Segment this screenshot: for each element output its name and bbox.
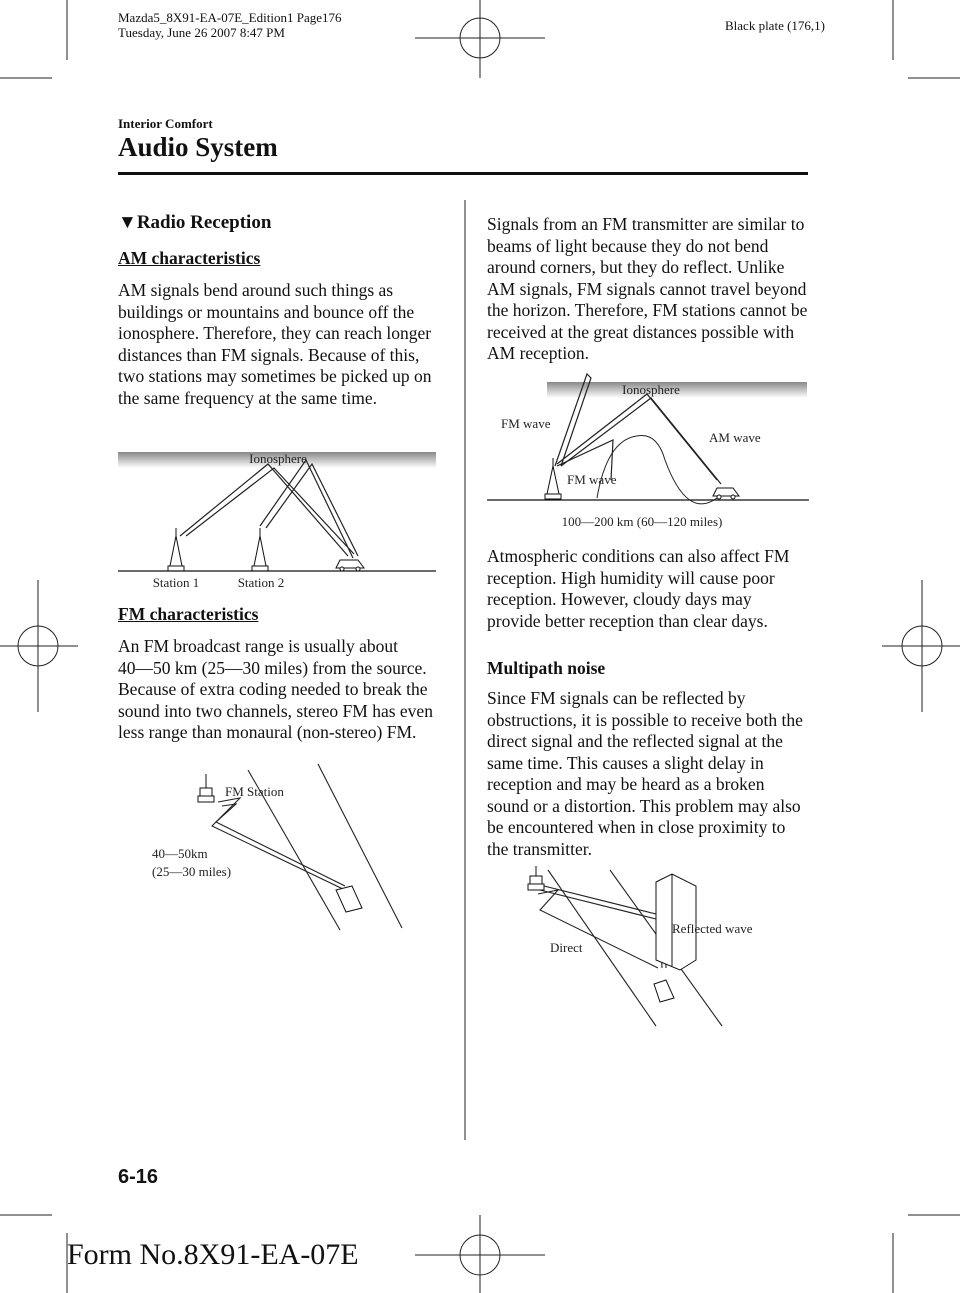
- am-paragraph: AM signals bend around such things as buildings or mountains and bounce off the ionosphere. Therefore, they can reach longer distances than FM signals. Because of this, two stations may sometimes be picked up on the same frequency at the same time.: [118, 280, 432, 408]
- range-label-km: 40―50km: [152, 846, 208, 861]
- station2-label: Station 2: [237, 575, 285, 590]
- title-rule: [118, 172, 808, 175]
- fm-wave-label-low: FM wave: [567, 472, 617, 487]
- section-label: Interior Comfort: [118, 116, 213, 131]
- triangle-marker-icon: ▼: [118, 212, 137, 233]
- multipath-heading: Multipath noise: [487, 658, 606, 678]
- atmospheric-paragraph: Atmospheric conditions can also affect FM reception. High humidity will cause poor reception. However, cloudy days may provide better reception than clear days.: [487, 546, 790, 631]
- direct-signal-arrow: [538, 890, 658, 968]
- form-number: Form No.8X91-EA-07E: [67, 1238, 359, 1271]
- car-icon: [336, 886, 362, 912]
- car-icon: [654, 980, 674, 1002]
- station2-tower-icon: [252, 528, 268, 571]
- direct-label: Direct: [550, 940, 583, 955]
- am-fm-diagram: [487, 370, 809, 535]
- reflected-wave-label: Reflected wave: [672, 921, 753, 936]
- am-diagram: [118, 446, 438, 596]
- radio-reception-title: Radio Reception: [136, 212, 272, 233]
- mountain-outline: [597, 436, 717, 504]
- fm-beams-paragraph: Signals from an FM transmitter are similar to beams of light because they do not bend around corners, but they do reflect. Unlike AM signals, FM signals cannot travel beyond the horizon. Therefore, FM stations cannot be received at the great distances possible with AM reception.: [487, 214, 808, 363]
- station1-label: Station 1: [152, 575, 200, 590]
- ionosphere-label: Ionosphere: [622, 382, 680, 397]
- car-icon: [336, 560, 364, 571]
- am-wave-station1: [180, 464, 348, 556]
- fm-wave-label-top: FM wave: [501, 416, 551, 431]
- fm-range-diagram: [140, 760, 420, 940]
- fm-tower-icon: [528, 866, 544, 890]
- page-number: 6-16: [118, 1166, 159, 1188]
- print-header: [118, 10, 341, 40]
- range-label-miles: (25―30 miles): [152, 864, 232, 879]
- distance-label: 100―200 km (60―120 miles): [561, 514, 723, 529]
- multipath-diagram: [510, 860, 790, 1035]
- ionosphere-label: Ionosphere: [249, 451, 307, 466]
- radio-reception-heading: [118, 212, 271, 234]
- print-header-file: Mazda5_8X91-EA-07E_Edition1 Page176: [118, 10, 342, 25]
- fm-station-tower-icon: [198, 774, 214, 802]
- am-wave-label: AM wave: [709, 430, 761, 445]
- transmitter-tower-icon: [545, 458, 561, 499]
- fm-heading: FM characteristics: [118, 604, 259, 624]
- reflected-signal-arrow: [540, 890, 662, 968]
- fm-station-label: FM Station: [225, 784, 284, 799]
- print-header-date: Tuesday, June 26 2007 8:47 PM: [118, 25, 285, 40]
- car-icon: [713, 488, 739, 499]
- am-heading: AM characteristics: [118, 248, 261, 268]
- page-title: Audio System: [118, 132, 278, 162]
- fm-paragraph: An FM broadcast range is usually about 40―50 km (25―30 miles) from the source. Because of extra coding needed to break the sound into two channels, stereo FM has even less range than monaural (non-stereo) FM.: [118, 636, 433, 742]
- plate-label: Black plate (176,1): [725, 18, 825, 33]
- multipath-paragraph: Since FM signals can be reflected by obstructions, it is possible to receive both the direct signal and the reflected signal at the same time. This causes a slight delay in reception and may be heard as a broken sound or a distortion. This problem may also be encountered when in close proximity to the transmitter.: [487, 688, 803, 859]
